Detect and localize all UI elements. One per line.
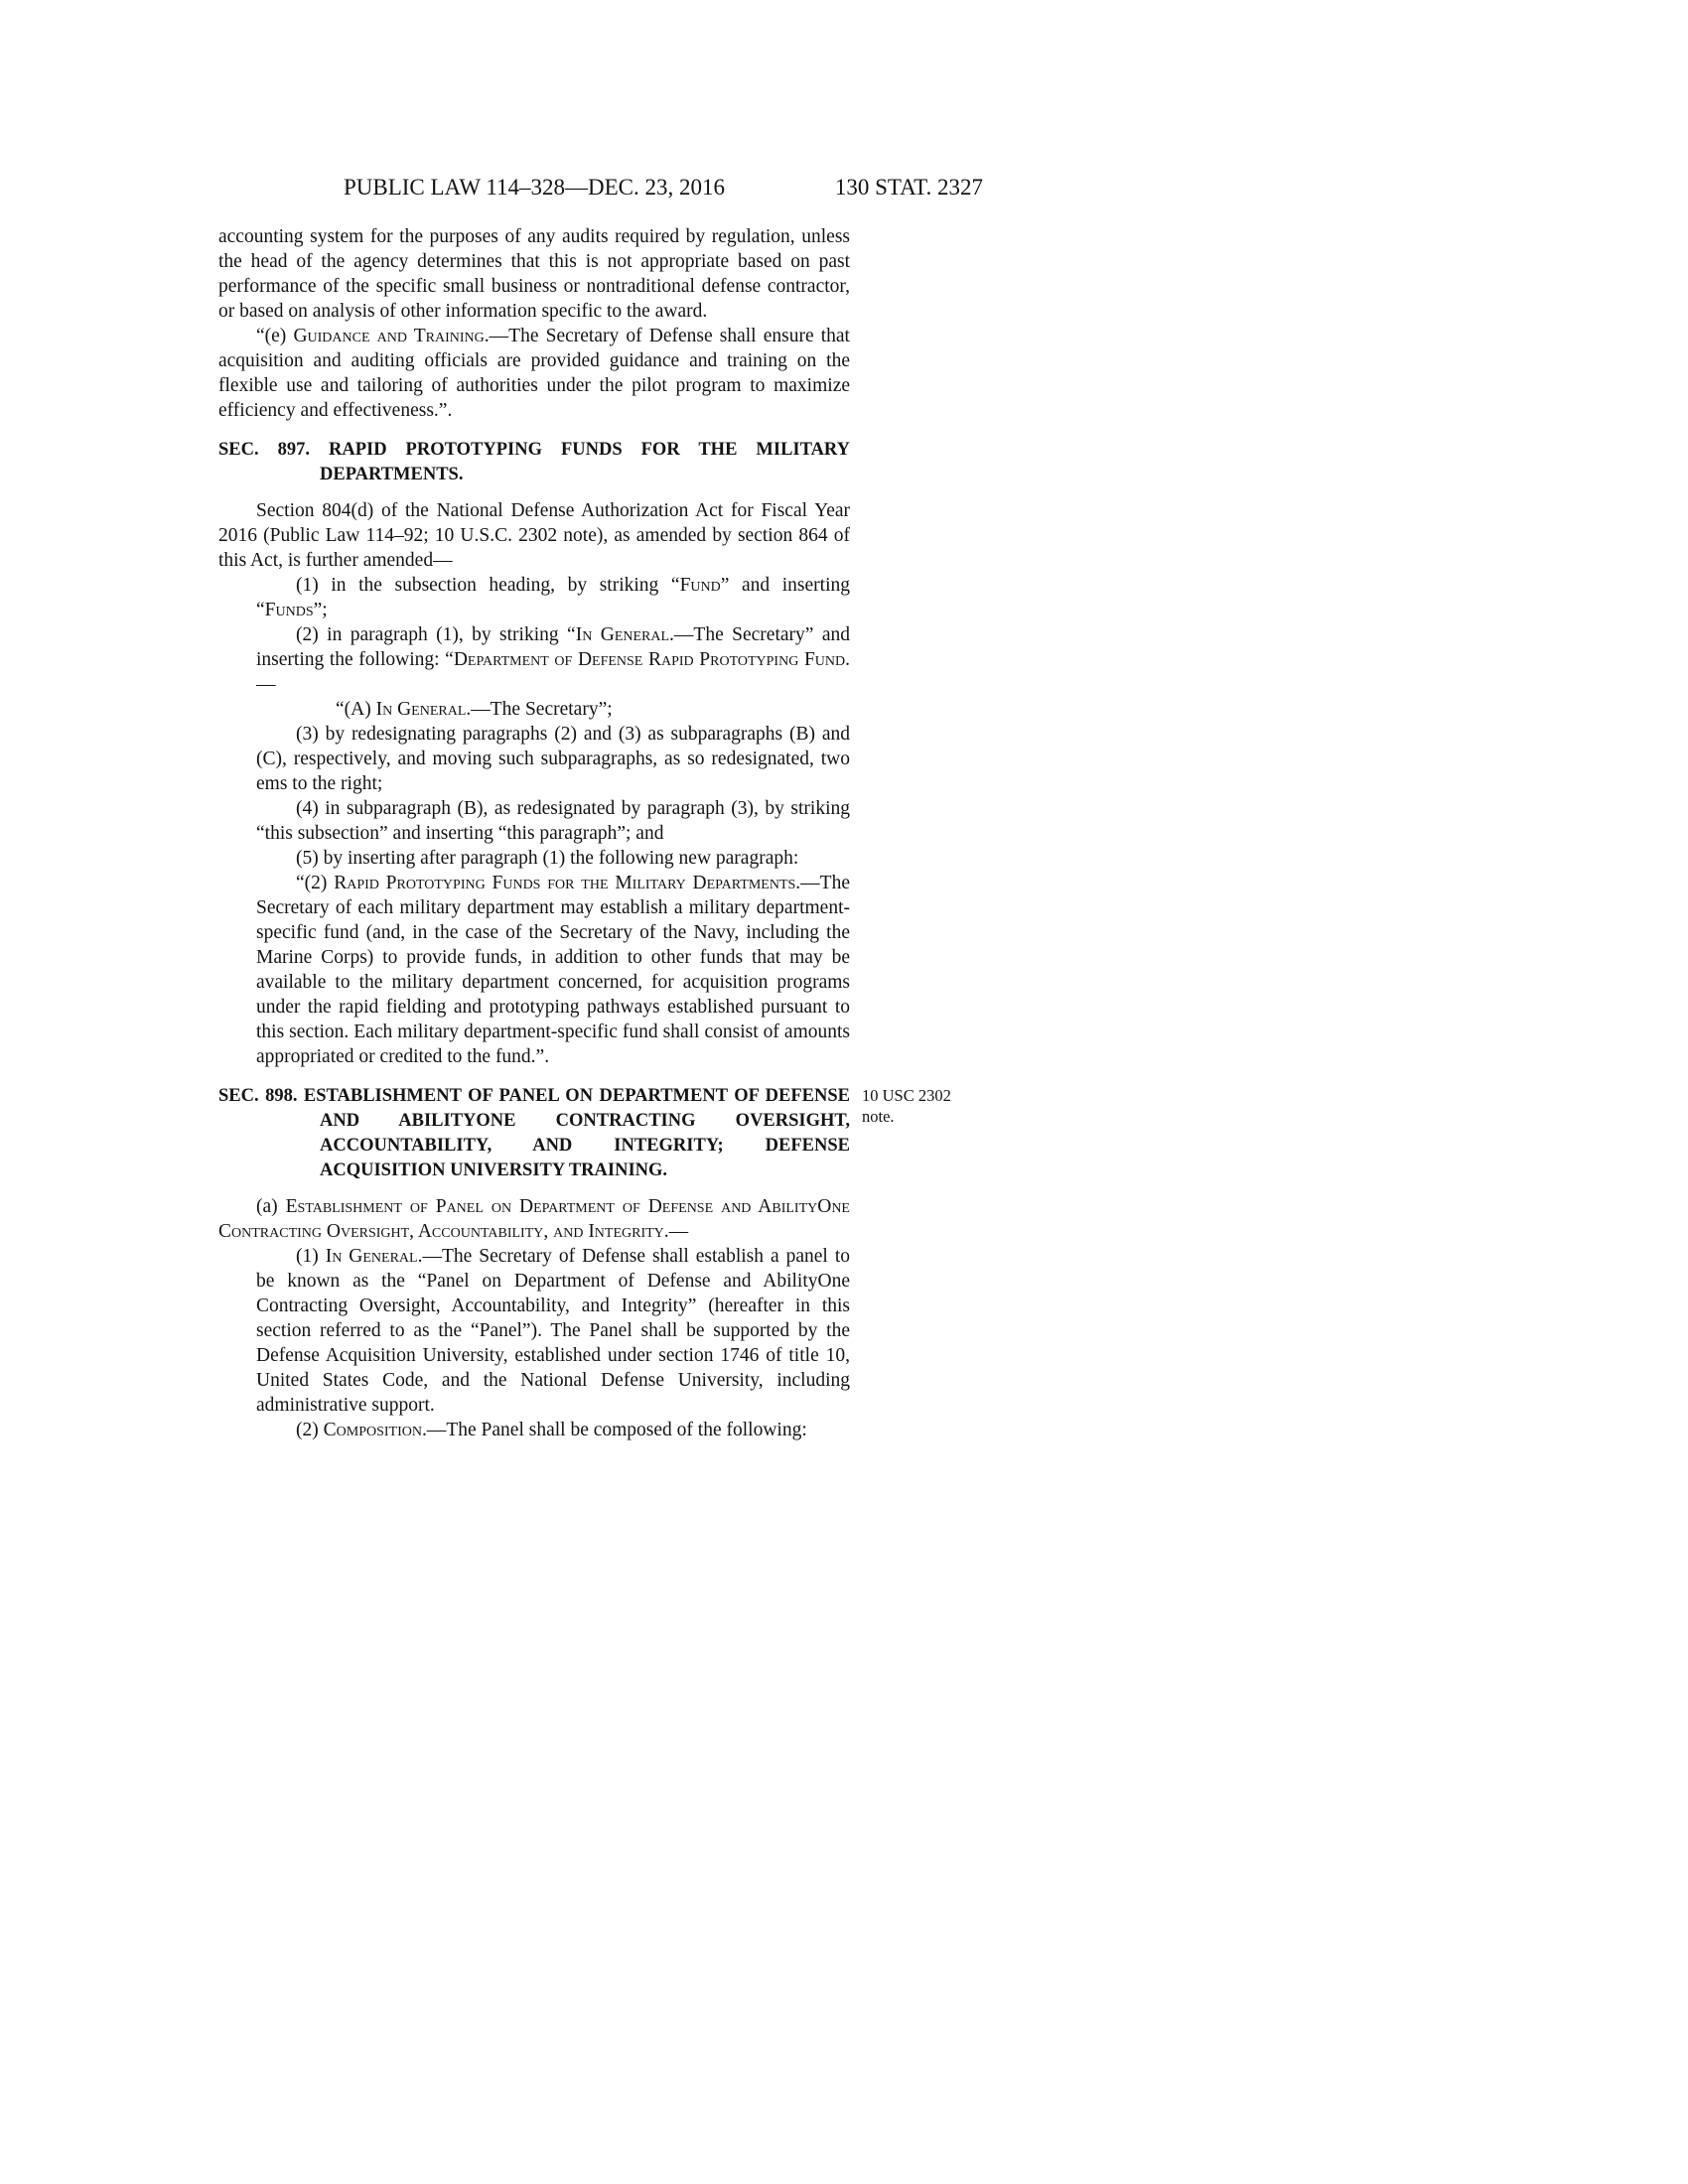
- text-run: .—The Secretary of Defense shall establish a panel to be known as the “Panel on Department of Defense and AbilityOne Contracting Oversight, Accountability, and Integrity” (hereafter in this section referred to as the “Panel”). The Panel shall be supported by the Defense Acquisition University, established under section 1746 of title 10, United States Code, and the National Defense University, including administrative support.: [256, 1246, 850, 1416]
- smallcaps-text-run: In General: [575, 624, 670, 645]
- paragraph: [256, 871, 850, 1069]
- header-stat-page-number: 130 STAT. 2327: [834, 175, 983, 200]
- text-run: .—The Secretary of each military department may establish a military department-specific fund (and, in the case of the Secretary of the Navy, including the Marine Corps) to provide funds, in addition to other funds that may be available to the military department concerned, for acquisition programs under the rapid fielding and prototyping pathways established pursuant to this section. Each military department-specific fund shall consist of amounts appropriated or credited to the fund.”.: [256, 873, 850, 1067]
- paragraph: [256, 622, 850, 697]
- paragraph: [218, 324, 850, 423]
- paragraph: [218, 1194, 850, 1244]
- smallcaps-text-run: Establishment of Panel on Department of Defense and AbilityOne Contracting Oversight, Accountability, and Integrity: [218, 1196, 850, 1242]
- text-run: (a): [256, 1196, 286, 1217]
- text-run: (5) by inserting after paragraph (1) the following new paragraph:: [296, 848, 799, 869]
- text-run: (2) in paragraph (1), by striking “: [296, 624, 576, 645]
- smallcaps-text-run: Rapid Prototyping Funds for the Military Departments: [334, 873, 796, 893]
- text-run: ”;: [313, 600, 328, 620]
- running-header: [218, 175, 983, 205]
- smallcaps-text-run: Department of Defense Rapid Prototyping Fund: [453, 649, 846, 670]
- smallcaps-text-run: Funds: [264, 600, 314, 620]
- paragraph: [256, 573, 850, 622]
- text-run: (3) by redesignating paragraphs (2) and (3) as subparagraphs (B) and (C), respectively, and moving such subparagraphs, as so redesignated, two ems to the right;: [256, 724, 850, 794]
- text-run: .—The Secretary of Defense shall ensure that acquisition and auditing officials are provided guidance and training on the flexible use and tailoring of authorities under the pilot program to maximize efficiency and effectiveness.”.: [218, 326, 850, 421]
- text-run: “(A): [336, 699, 376, 720]
- text-run: (2): [296, 1420, 324, 1440]
- text-run: SEC. 897. RAPID PROTOTYPING FUNDS FOR THE MILITARY DEPARTMENTS.: [218, 440, 850, 484]
- smallcaps-text-run: Guidance and Training: [293, 326, 485, 346]
- text-run: “(e): [256, 326, 294, 346]
- text-run: (4) in subparagraph (B), as redesignated by paragraph (3), by striking “this subsection” and inserting “this paragraph”; and: [256, 798, 850, 844]
- header-law-title: PUBLIC LAW 114–328—DEC. 23, 2016: [343, 175, 726, 200]
- text-run: (1): [296, 1246, 326, 1267]
- margin-note: 10 USC 2302 note.: [862, 1086, 951, 1126]
- text-run: .—The Panel shall be composed of the following:: [421, 1420, 807, 1440]
- smallcaps-text-run: Composition: [323, 1420, 422, 1440]
- text-run: SEC. 898. ESTABLISHMENT OF PANEL ON DEPARTMENT OF DEFENSE AND ABILITYONE CONTRACTING OVERSIGHT, ACCOUNTABILITY, AND INTEGRITY; DEFENSE ACQUISITION UNIVERSITY TRAINING.: [218, 1086, 850, 1180]
- text-run: .—: [256, 649, 850, 695]
- text-run: (1) in the subsection heading, by striking “: [296, 575, 680, 596]
- text-run: ” and inserting “: [256, 575, 850, 620]
- paragraph: [256, 722, 850, 796]
- text-run: Section 804(d) of the National Defense Authorization Act for Fiscal Year 2016 (Public Law 114–92; 10 U.S.C. 2302 note), as amended by section 864 of this Act, is further amended—: [218, 500, 850, 571]
- text-run: .—The Secretary” and inserting the following: “: [256, 624, 851, 670]
- paragraph: [256, 796, 850, 846]
- paragraph: [256, 1418, 850, 1442]
- paragraph: [256, 846, 850, 871]
- paragraph: [218, 224, 850, 324]
- document-content: [218, 224, 951, 1442]
- smallcaps-text-run: In General: [325, 1246, 418, 1267]
- section-heading: [218, 438, 850, 487]
- paragraph: [218, 498, 850, 573]
- paragraph: [256, 1244, 850, 1418]
- section-heading: [218, 1084, 951, 1183]
- smallcaps-text-run: In General: [375, 699, 467, 720]
- paragraph: [296, 697, 850, 722]
- text-run: accounting system for the purposes of any audits required by regulation, unless the head of the agency determines that this is not appropriate based on past performance of the specific small business or nontraditional defense contractor, or based on analysis of other information specific to the award.: [218, 226, 850, 322]
- text-run: .—The Secretary”;: [466, 699, 613, 720]
- text-run: .—: [663, 1221, 689, 1242]
- smallcaps-text-run: Fund: [679, 575, 721, 596]
- text-run: “(2): [296, 873, 335, 893]
